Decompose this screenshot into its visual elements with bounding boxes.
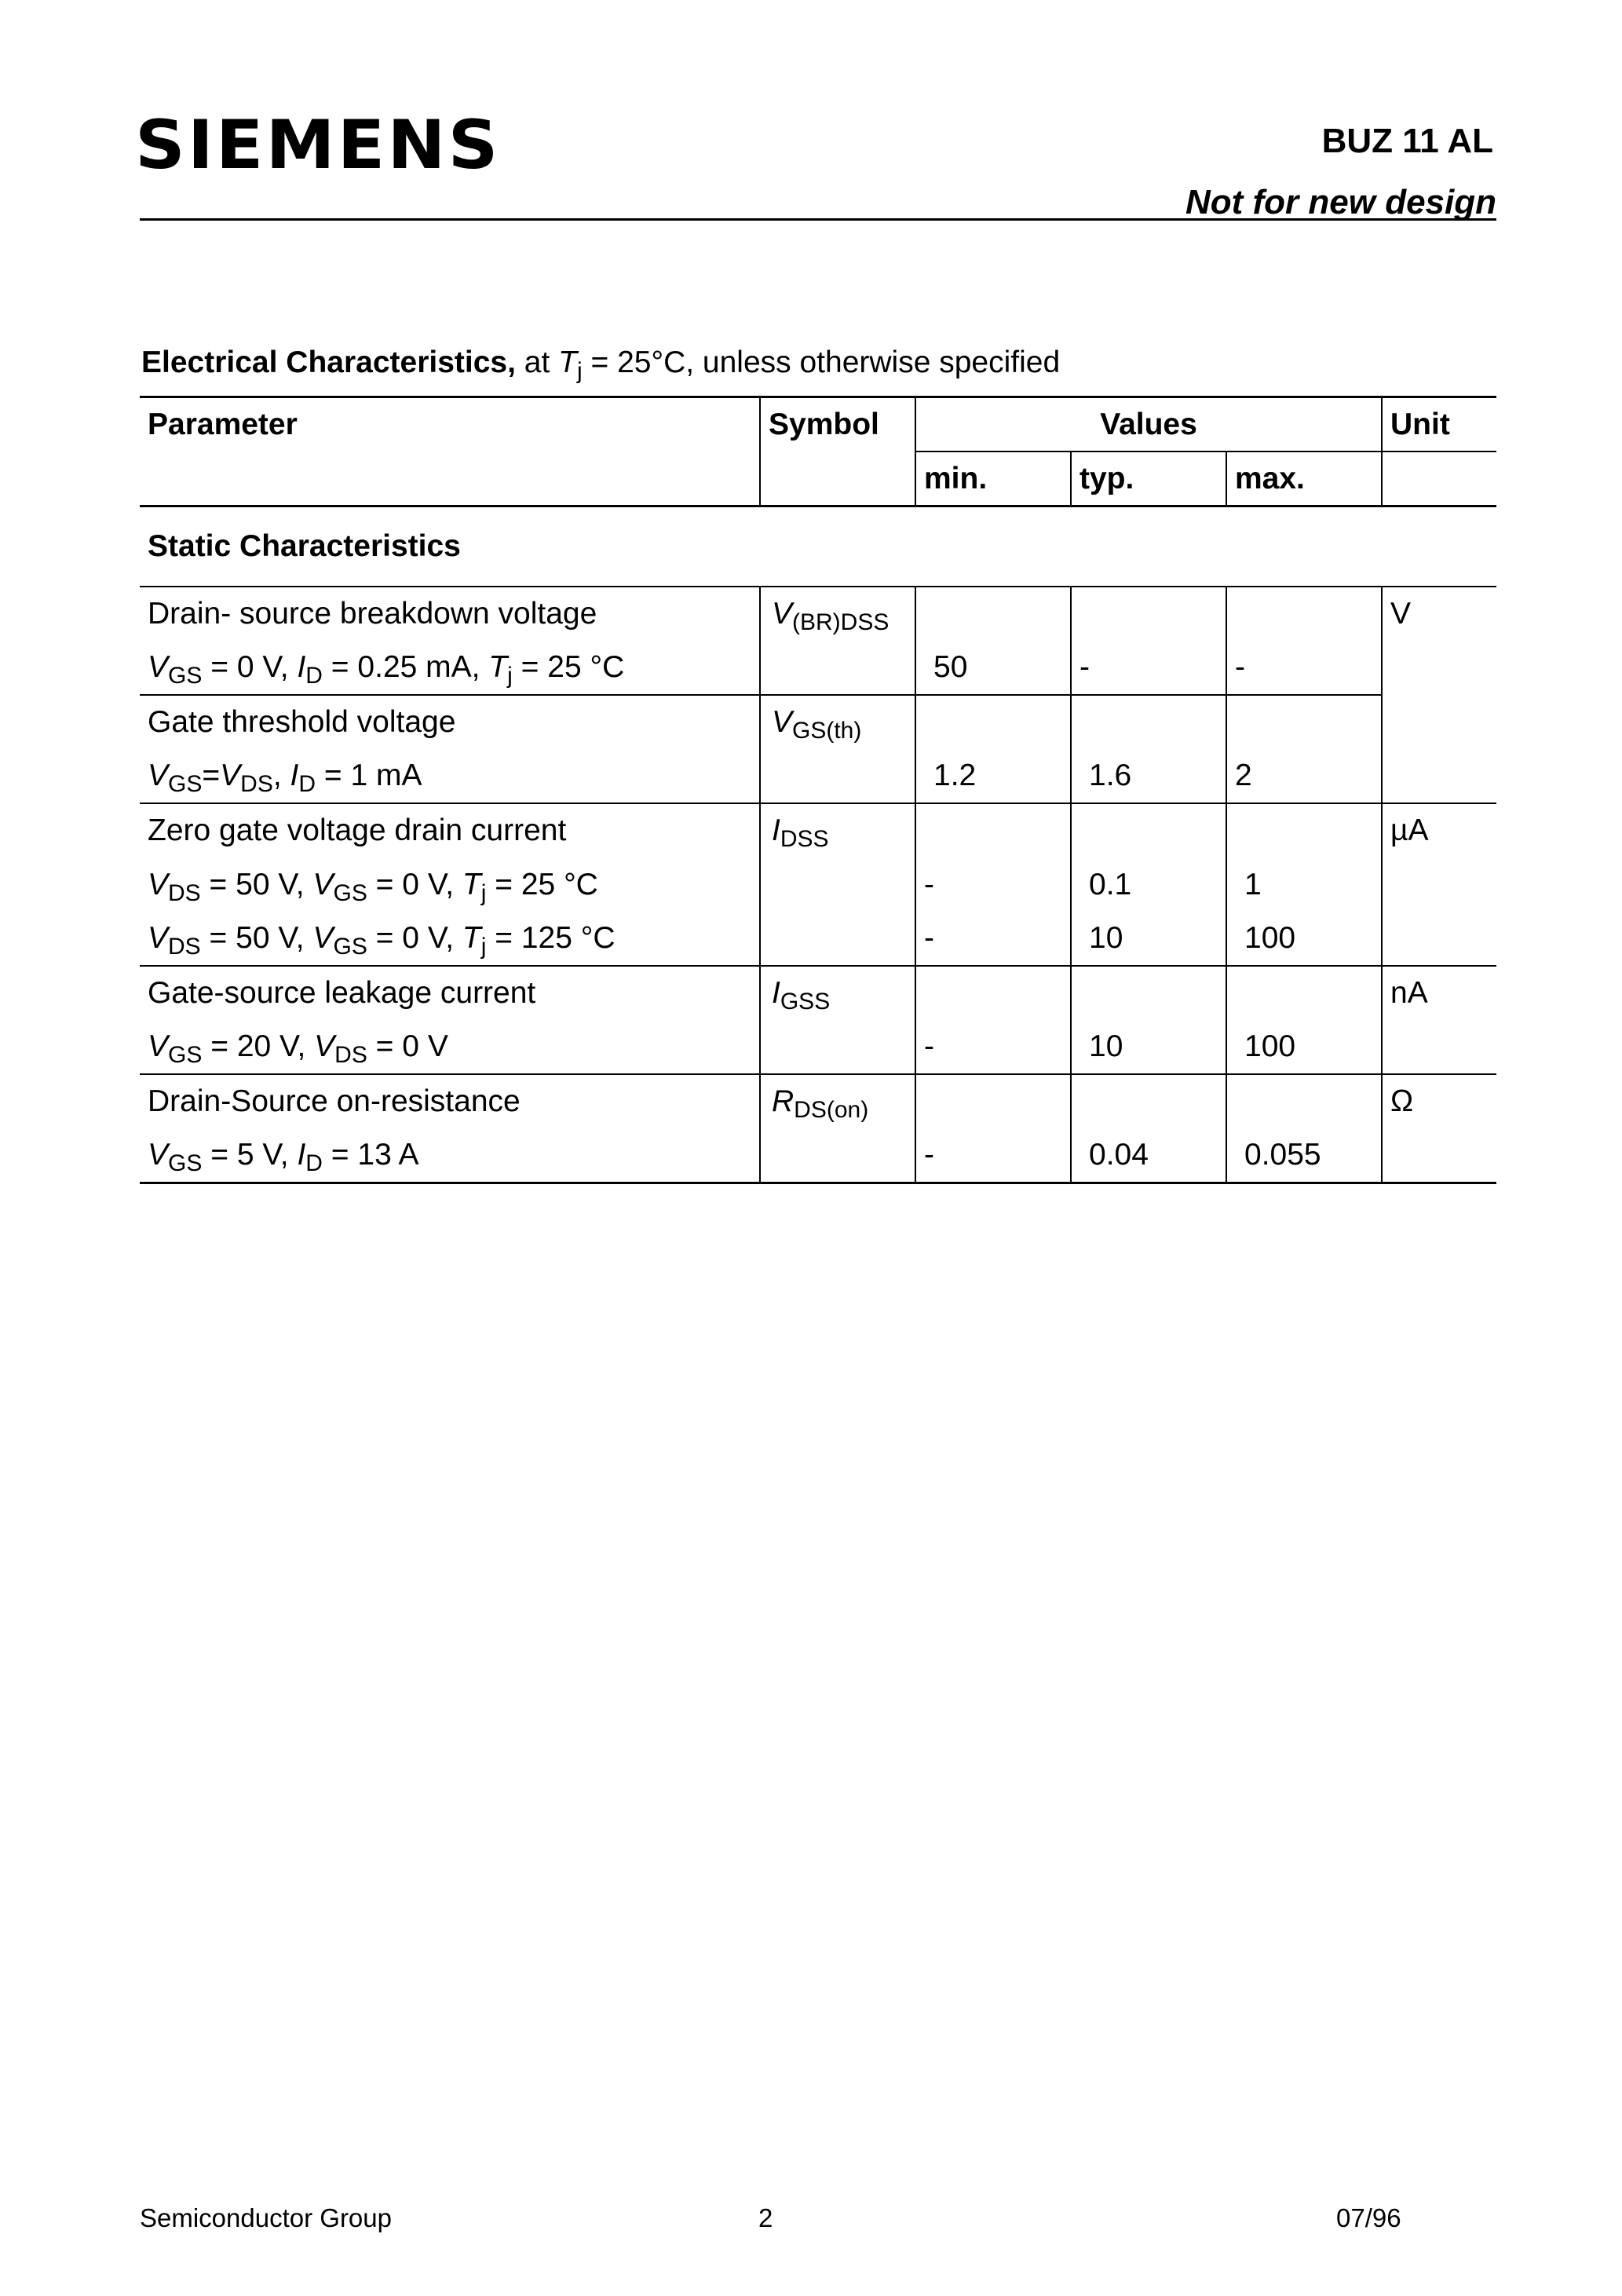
param-unit: nA [1382, 966, 1496, 1020]
section-title-condition: = 25°C, unless otherwise specified [590, 345, 1061, 379]
param-condition: $V_{GS} = 0$ V, $I_D = 0.25$ mA, $T_j = 25$ °C [148, 650, 625, 689]
param-unit: V [1382, 587, 1496, 641]
param-label: Gate threshold voltage [140, 695, 760, 749]
footer-group: Semiconductor Group [140, 2203, 392, 2232]
value-typ: 10 [1071, 1020, 1226, 1074]
section-title: Electrical Characteristics, at $T_j = 25^\circ C$, unless otherwise specified [141, 345, 1061, 384]
value-min: - [915, 1128, 1071, 1183]
col-header-symbol: Symbol [760, 397, 915, 452]
param-condition: $V_{GS} = 20$ V, $V_{DS} = 0$ V [148, 1029, 448, 1068]
col-header-min: min. [915, 452, 1071, 506]
value-max: 0.055 [1226, 1128, 1382, 1183]
group-title: Static Characteristics [148, 529, 461, 563]
characteristics-table [140, 396, 1496, 1184]
value-min: - [915, 912, 1071, 966]
value-typ: 10 [1071, 912, 1226, 966]
header-divider [140, 218, 1496, 221]
value-typ: 0.1 [1071, 857, 1226, 912]
value-min: - [915, 1020, 1071, 1074]
value-max: 2 [1226, 749, 1382, 803]
value-max: 100 [1226, 912, 1382, 966]
value-typ: - [1071, 641, 1226, 695]
param-symbol: $R_{DS(on)}$ [760, 1074, 915, 1128]
param-symbol: $I_{GSS}$ [760, 966, 915, 1020]
param-symbol: $V_{GS(th)}$ [760, 695, 915, 749]
param-symbol: $V_{(BR)DSS}$ [760, 587, 915, 641]
footer-date: 07/96 [1336, 2203, 1401, 2232]
value-typ: 1.6 [1071, 749, 1226, 803]
param-label: Gate-source leakage current [140, 966, 760, 1020]
footer-page-number: 2 [758, 2203, 773, 2232]
param-condition: $V_{GS} = 5$ V, $I_D = 13$ A [140, 1128, 760, 1183]
col-header-parameter: Parameter [140, 397, 760, 452]
section-title-bold: Electrical Characteristics, [141, 345, 516, 379]
param-unit: Ω [1382, 1074, 1496, 1128]
param-label: Drain-Source on-resistance [140, 1074, 760, 1128]
param-condition: $V_{DS} = 50$ V, $V_{GS} = 0$ V, $T_j = 25$ °C [148, 867, 598, 906]
param-label: Drain- source breakdown voltage [140, 587, 760, 641]
param-condition: $V_{GS}=V_{DS}$, $I_D = 1$ mA [148, 759, 422, 797]
part-number: BUZ 11 AL [1321, 122, 1493, 160]
value-max: 1 [1226, 857, 1382, 912]
siemens-logo: SIEMENS [135, 106, 501, 185]
value-max: 100 [1226, 1020, 1382, 1074]
value-min: - [915, 857, 1071, 912]
design-status: Not for new design [1185, 183, 1496, 221]
param-label: Zero gate voltage drain current [140, 803, 760, 857]
col-header-values: Values [915, 397, 1382, 452]
param-unit: µA [1382, 803, 1496, 857]
col-header-unit: Unit [1382, 397, 1496, 452]
param-condition: $V_{DS} = 50$ V, $V_{GS} = 0$ V, $T_j = 125$ °C [148, 921, 616, 960]
param-symbol: $I_{DSS}$ [760, 803, 915, 857]
value-typ: 0.04 [1071, 1128, 1226, 1183]
value-max: - [1226, 641, 1382, 695]
value-min: 50 [915, 641, 1071, 695]
section-title-at: at [524, 345, 550, 379]
col-header-typ: typ. [1071, 452, 1226, 506]
col-header-max: max. [1226, 452, 1382, 506]
value-min: 1.2 [915, 749, 1071, 803]
param-unit [1382, 695, 1496, 749]
